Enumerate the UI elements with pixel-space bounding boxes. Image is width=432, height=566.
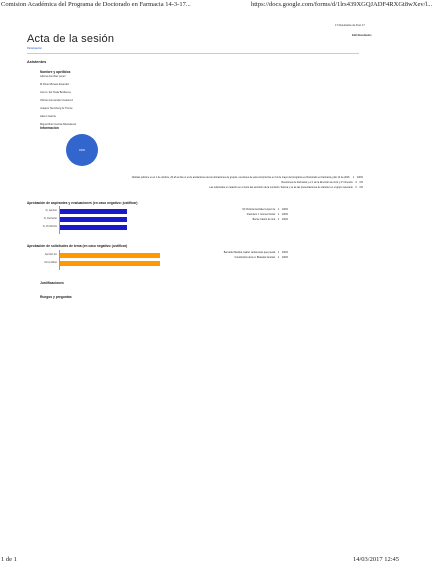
legend-row-2 (63, 186, 363, 189)
legend-count: 1 (277, 256, 280, 259)
list-item: Ademi Garcia (40, 115, 56, 118)
edit-results-link[interactable]: Edit Resultados (352, 34, 372, 37)
justifications-heading: Justificaciones (40, 281, 64, 285)
legend-row (170, 251, 288, 254)
print-footer-page: 1 de 1 (1, 556, 17, 563)
bar-category-label: Sí, Rechazar (43, 218, 57, 220)
chart2-title: Aprobación de solicitudes de tema (en caso negativo: justificar) (27, 244, 128, 248)
legend-count: 1 (277, 208, 280, 211)
legend-text: Bernardo Medina, Isabel, tantas tesis que pueda (223, 251, 276, 254)
legend-count: 1 (277, 251, 280, 254)
list-item: Adsina domblez perez (40, 75, 66, 78)
legend-count: 1 (277, 218, 280, 221)
list-item: M.Pérez-Bowes Enandez (40, 83, 70, 86)
legend-text: Mª Victoria González López de (242, 208, 276, 211)
legend-row-1 (63, 181, 363, 184)
bar (60, 217, 127, 222)
legend-count: 0 (355, 181, 357, 184)
bar-category-label: Aprobar Sin (44, 254, 57, 256)
bar (60, 225, 127, 230)
questions-heading: Ruegos y preguntas (40, 295, 72, 299)
legend-text: Francisco J. Gomez Durán (246, 213, 276, 216)
chart1-area (27, 206, 137, 236)
page-title: Acta de la sesión (27, 33, 115, 45)
legend-pct: 100% (281, 213, 288, 216)
respondent-count: 17 Resultados de Fran 17 (335, 24, 365, 27)
legend-text: Noticias (elimine en el 1 de octubre, 20 añ el día en el de anotaciones de las ubicaciones de grupos, reuniones de esta compromiso en 14 de mayo del programa es Doctorado en Farmacia, julio 14 de 2016. (131, 176, 351, 179)
legend-pct: 0% (359, 186, 363, 189)
print-footer-date: 14/03/2017 12:45 (352, 556, 399, 563)
bar-category-label: Otros Alibrar (44, 262, 57, 264)
legend-pct: 100% (356, 176, 363, 179)
title-divider (27, 53, 359, 54)
list-item: Joaquín Sternberg Ar Ponce (40, 107, 73, 110)
names-label: Nombre y apellidos (40, 70, 71, 74)
attendee-list (40, 73, 76, 129)
legend-text: Bernie Castro de Ima (252, 218, 276, 221)
chart2-area (27, 250, 167, 272)
legend-count: 0 (355, 186, 357, 189)
legend-pct: 0% (359, 181, 363, 184)
bar (60, 209, 127, 214)
legend-row (150, 213, 288, 216)
pie-slice-label: 100% (78, 149, 86, 152)
legend-row (170, 256, 288, 259)
legend-count: 1 (352, 176, 355, 179)
participation-link[interactable]: Participación (27, 47, 42, 50)
bar (60, 253, 160, 258)
legend-count: 1 (277, 213, 280, 216)
legend-row-0 (33, 176, 363, 179)
bar-category-label: Sí, ProhibirNo (42, 226, 57, 228)
legend-text: Las solicitudes en relación en el texto del escritorio de la comisión, Selena y se de las presentaciones de carácter en el grupo relevante (209, 186, 353, 189)
bar-category-label: Sí, Aprobar (45, 210, 57, 212)
list-item: Miguel Ruiz-Garcia Albandenez (40, 123, 77, 126)
legend-pct: 100% (281, 208, 288, 211)
print-header-left: Comision Académica del Programa de Doctorado en Farmacia 14-3-17... (1, 1, 191, 8)
legend-row (150, 208, 288, 211)
print-header-url: https://docs.google.com/forms/d/1lrs439XGQJADF4RXGt8wXev/l... (251, 1, 432, 8)
chart1-title: Aprobación de aspirantes y evaluaciones (en caso negativo: justificar) (27, 201, 138, 205)
list-item: Ana G. del Tesla Bordenes (40, 91, 71, 94)
attendance-heading: Asistentes (27, 60, 47, 64)
bar (60, 261, 160, 266)
legend-pct: 100% (281, 218, 288, 221)
legend-pct: 100% (281, 251, 288, 254)
info-heading: Información (40, 126, 59, 130)
list-item: Ofertes Fernandez Gutierrez (40, 99, 74, 102)
info-pie-chart (65, 133, 99, 167)
legend-row (150, 218, 288, 221)
legend-text: Reuniones de Farmacia y el 1 de la dirección de ciclo y 2º trimestre (281, 181, 353, 184)
legend-text: Constitución dent el. Bioastan Gracian (234, 256, 276, 259)
legend-pct: 100% (281, 256, 288, 259)
